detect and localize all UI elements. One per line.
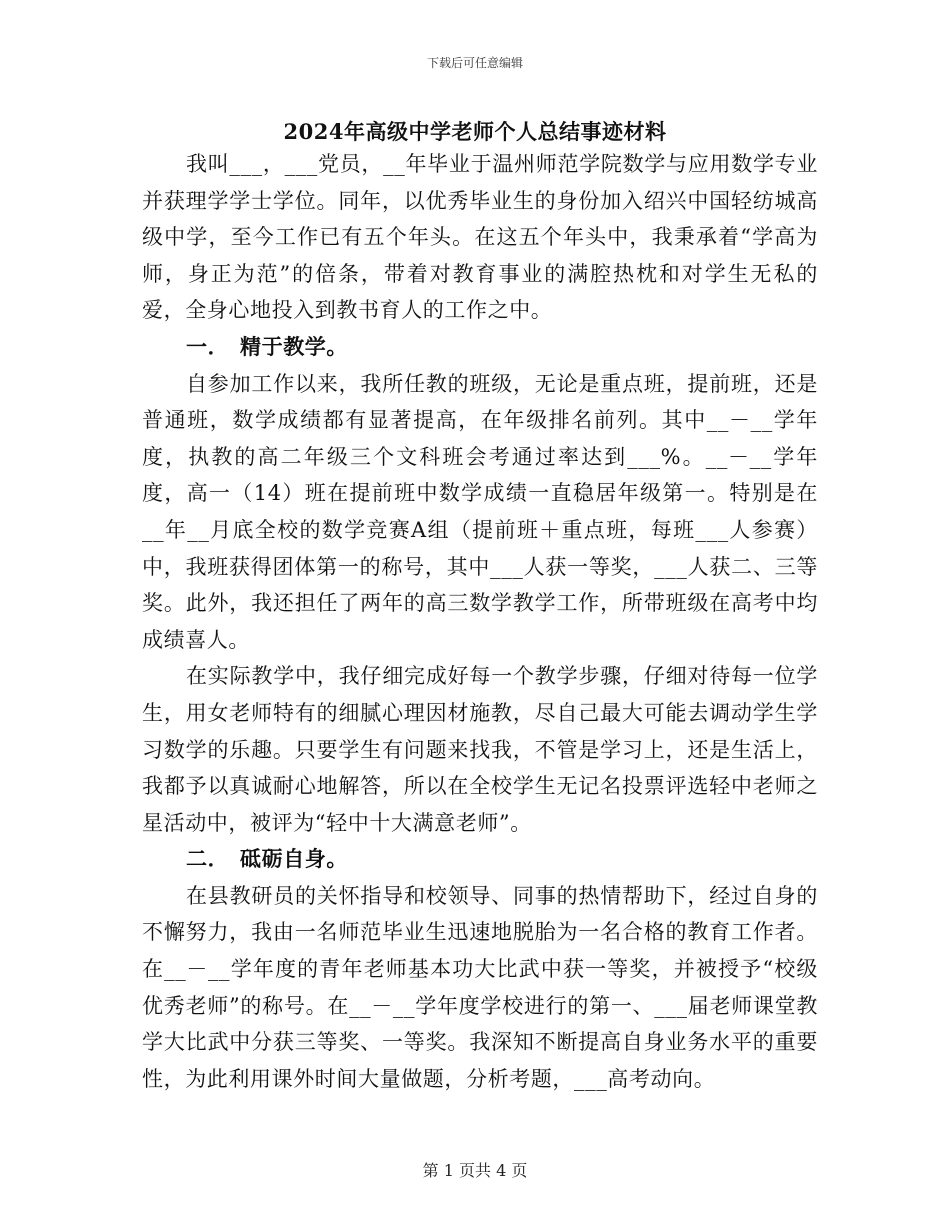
section1-paragraph-1: 自参加工作以来，我所任教的班级，无论是重点班，提前班，还是普通班，数学成绩都有显著提高，在年级排名前列。其中__－__学年度，执教的高二年级三个文科班会考通过率达到___%。__－__学年度，高一（14）班在提前班中数学成绩一直稳居年级第一。特别是在__年__月底全校的数学竞赛A组（提前班＋重点班，每班___人参赛）中，我班获得团体第一的称号，其中___人获一等奖，___人获二、三等奖。此外，我还担任了两年的高三数学教学工作，所带班级在高考中均成绩喜人。 bbox=[142, 371, 818, 652]
section-title-2: 砥砺自身。 bbox=[240, 846, 348, 872]
section-heading-1 bbox=[142, 329, 818, 366]
intro-paragraph: 我叫___，___党员，__年毕业于温州师范学院数学与应用数学专业并获理学学士学位。同年，以优秀毕业生的身份加入绍兴中国轻纺城高级中学，至今工作已有五个年头。在这五个年头中，我秉承着“学高为师，身正为范”的倍条，带着对教育事业的满腔热枕和对学生无私的爱，全身心地投入到教书育人的工作之中。 bbox=[142, 152, 818, 323]
section2-paragraph-1: 在县教研员的关怀指导和校领导、同事的热情帮助下，经过自身的不懈努力，我由一名师范毕业生迅速地脱胎为一名合格的教育工作者。在__－__学年度的青年老师基本功大比武中获一等奖，并被授予“校级优秀老师”的称号。在__－__学年度学校进行的第一、___届老师课堂教学大比武中分获三等奖、一等奖。我深知不断提高自身业务水平的重要性，为此利用课外时间大量做题，分析考题，___高考动向。 bbox=[142, 883, 818, 1091]
section-number-1: 一． bbox=[186, 333, 230, 359]
page-number: 第 1 页共 4 页 bbox=[422, 1161, 528, 1180]
header-note: 下载后可任意编辑 bbox=[426, 56, 523, 70]
section-title-1: 精于教学。 bbox=[240, 333, 348, 359]
section1-paragraph-2: 在实际教学中，我仔细完成好每一个教学步骤，仔细对待每一位学生，用女老师特有的细腻心理因材施教，尽自己最大可能去调动学生学习数学的乐趣。只要学生有问题来找我，不管是学习上，还是生活上，我都予以真诚耐心地解答，所以在全校学生无记名投票评选轻中老师之星活动中，被评为“轻中十大满意老师”。 bbox=[142, 664, 818, 835]
section-number-2: 二． bbox=[186, 846, 230, 872]
section-heading-2 bbox=[142, 841, 818, 878]
document-title: 2024年高级中学老师个人总结事迹材料 bbox=[283, 119, 667, 144]
document-body bbox=[142, 146, 818, 1097]
